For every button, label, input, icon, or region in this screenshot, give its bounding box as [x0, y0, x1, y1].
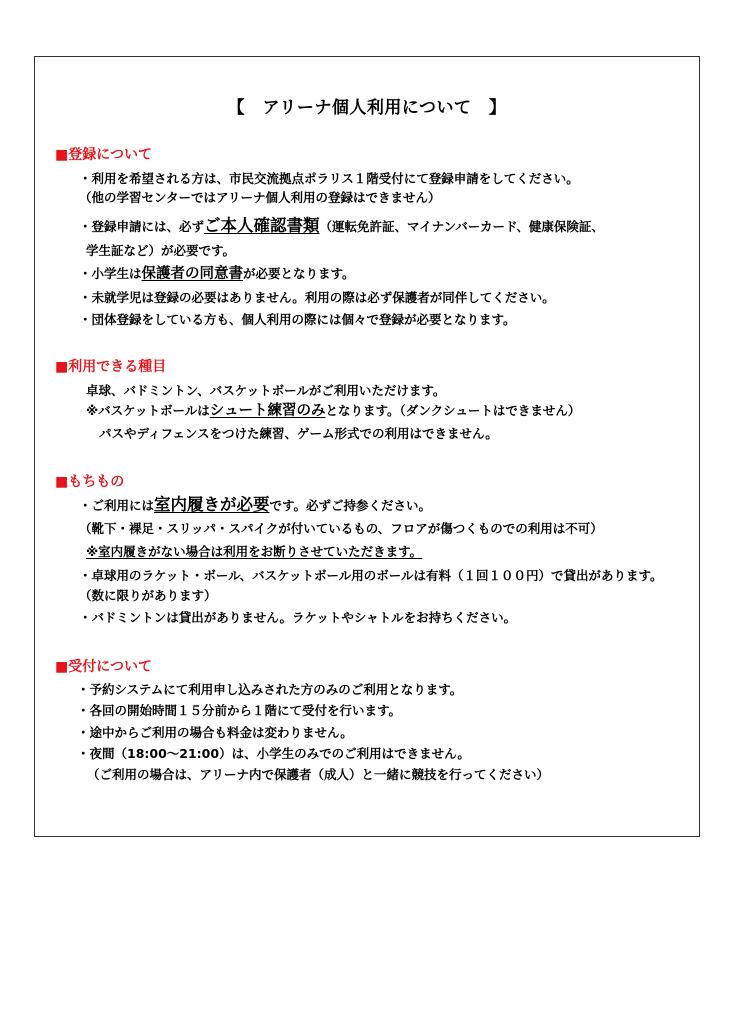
belongings-line-5: （数に限りがあります）: [79, 588, 217, 603]
reception-line-5: （ご利用の場合は、アリーナ内で保護者（成人）と一緒に競技を行ってください）: [87, 767, 550, 782]
section-heading-reception: ■受付について: [55, 659, 152, 675]
belongings-line-6: ・バドミントンは貸出がありません。ラケットやシャトルをお持ちください。: [79, 610, 517, 625]
shooting-practice-emphasis: シュート練習のみ: [209, 403, 326, 419]
belongings-line-1-suffix: です。必ずご持参ください。: [269, 498, 432, 513]
reception-line-1: ・予約システムにて利用申し込みされた方のみのご利用となります。: [77, 682, 463, 697]
registration-line-3-prefix: ・登録申請には、必ず: [79, 219, 205, 234]
sports-line-2: [86, 403, 580, 419]
reception-line-4: ・夜間（18:00～21:00）は、小学生のみでのご利用はできません。: [77, 746, 470, 761]
sports-line-2-suffix: となります。（ダンクシュートはできません）: [325, 403, 581, 418]
section-heading-sports: ■利用できる種目: [55, 359, 167, 375]
registration-line-3: [79, 218, 604, 235]
registration-line-6: ・未就学児は登録の必要はありません。利用の際は必ず保護者が同伴してください。: [79, 290, 555, 305]
notice-frame: [34, 56, 700, 837]
page-title: 【 アリーナ個人利用について 】: [227, 98, 507, 118]
registration-line-5-prefix: ・小学生は: [79, 266, 142, 281]
registration-line-1: ・利用を希望される方は、市民交流拠点ポラリス１階受付にて登録申請をしてください。: [79, 171, 579, 186]
registration-line-7: ・団体登録をしている方も、個人利用の際には個々で登録が必要となります。: [79, 312, 516, 327]
belongings-line-1-prefix: ・ご利用には: [79, 498, 155, 513]
reception-line-3: ・途中からご利用の場合も料金は変わりません。: [77, 725, 353, 740]
registration-line-2: （他の学習センターではアリーナ個人利用の登録はできません）: [79, 190, 441, 205]
parental-consent-emphasis: 保護者の同意書: [141, 266, 244, 282]
registration-line-3-suffix: （運転免許証、マイナンバーカード、健康保険証、: [319, 219, 604, 234]
registration-line-5: [79, 266, 355, 282]
sports-line-3: パスやディフェンスをつけた練習、ゲーム形式での利用はできません。: [99, 426, 498, 441]
belongings-line-3: ※室内履きがない場合は利用をお断りさせていただきます。: [86, 544, 423, 559]
registration-line-4: 学生証など）が必要です。: [86, 243, 236, 258]
sports-line-2-prefix: ※バスケットボールは: [86, 403, 210, 418]
registration-line-5-suffix: が必要となります。: [243, 266, 355, 281]
belongings-line-1: [79, 497, 431, 514]
reception-line-2: ・各回の開始時間１５分前から１階にて受付を行います。: [77, 703, 402, 718]
belongings-line-4: ・卓球用のラケット・ボール、バスケットボール用のボールは有料（１回１００円）で貸出があります。: [79, 568, 663, 583]
belongings-line-2: （靴下・裸足・スリッパ・スパイクが付いているもの、フロアが傷つくものでの利用は不可）: [79, 521, 603, 536]
section-heading-registration: ■登録について: [55, 147, 152, 163]
indoor-shoes-emphasis: 室内履きが必要: [154, 495, 270, 514]
id-documents-emphasis: ご本人確認書類: [204, 216, 320, 235]
section-heading-belongings: ■もちもの: [55, 474, 125, 490]
sports-line-1: 卓球、バドミントン、バスケットボールがご利用いただけます。: [86, 383, 446, 398]
